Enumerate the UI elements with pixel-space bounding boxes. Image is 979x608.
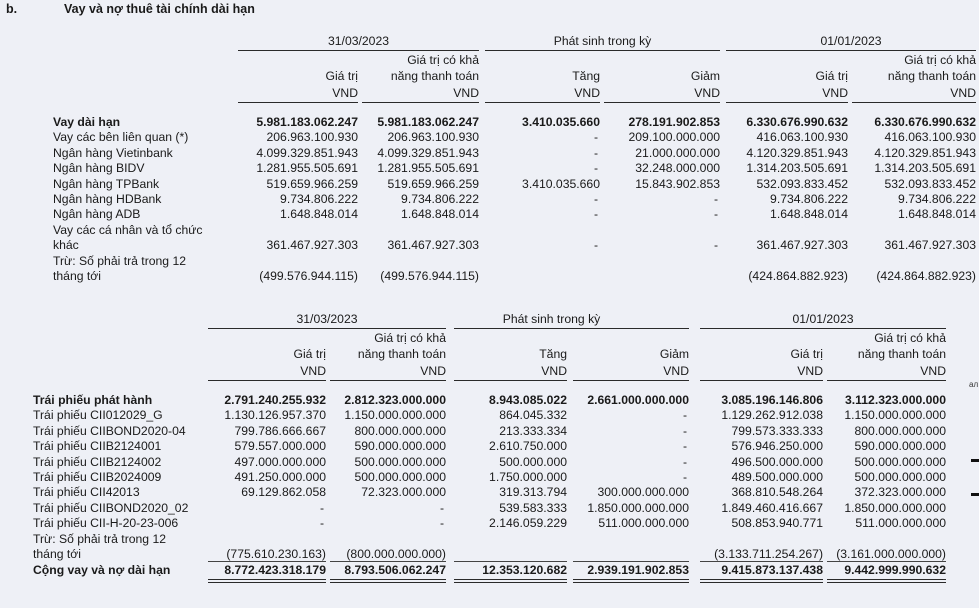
row-value: 319.313.794: [499, 485, 567, 500]
total-value: 12.353.120.682: [482, 563, 567, 578]
row-label: Trừ: Số phải trả trong 12: [33, 531, 167, 546]
row-value: (499.576.944.115): [380, 269, 479, 283]
row-value: 800.000.000.000: [354, 423, 446, 438]
row-value: 799.786.666.667: [234, 423, 326, 438]
row-value: 1.850.000.000.000: [844, 500, 946, 515]
column-header-unit: VND: [574, 86, 600, 100]
row-value: 2.661.000.000.000: [587, 393, 689, 407]
row-value: -: [682, 439, 687, 454]
row-label: Trái phiếu CIIB2124001: [33, 439, 162, 454]
row-value: 361.467.927.303: [884, 238, 976, 253]
column-header-unit: VND: [541, 364, 567, 378]
row-value: -: [319, 500, 324, 515]
row-value: 9.734.806.222: [401, 192, 479, 206]
row-value: 590.000.000.000: [854, 439, 946, 454]
row-value: 9.734.806.222: [898, 192, 976, 206]
scan-artifact-mark: [971, 459, 979, 462]
row-value: 799.573.333.333: [731, 423, 823, 438]
row-value: -: [439, 516, 444, 531]
column-header-label: năng thanh toán: [857, 347, 946, 361]
row-value: -: [593, 130, 598, 145]
row-value: 9.734.806.222: [770, 192, 848, 206]
row-value: 1.150.000.000.000: [844, 408, 946, 423]
total-label: Cộng vay và nợ dài hạn: [33, 563, 171, 578]
row-label: Trái phiếu CII42013: [33, 485, 140, 500]
header-rule: [852, 102, 976, 103]
total-double-rule: [827, 579, 946, 583]
header-rule: [485, 50, 720, 51]
row-value: 361.467.927.303: [266, 238, 358, 253]
row-value: 6.330.676.990.632: [746, 115, 848, 129]
subtotal-rule: [208, 561, 326, 562]
row-label: Trái phiếu CIIBOND2020-04: [33, 423, 186, 438]
row-label-continued: tháng tới: [53, 269, 101, 283]
row-value: (424.864.882.923): [876, 269, 976, 283]
header-rule: [208, 328, 446, 329]
row-value: 800.000.000.000: [854, 423, 946, 438]
row-value: 416.063.100.930: [884, 130, 976, 145]
column-header-unit: VND: [822, 86, 848, 100]
row-value: 1.281.955.505.691: [377, 161, 479, 176]
row-value: 8.943.085.022: [489, 393, 567, 407]
header-rule: [573, 380, 689, 381]
column-header-unit: VND: [950, 86, 976, 100]
row-value: 532.093.833.452: [884, 176, 976, 191]
header-rule: [726, 50, 976, 51]
column-header-unit: VND: [453, 86, 479, 100]
row-value: 361.467.927.303: [387, 238, 479, 253]
header-rule: [238, 102, 358, 103]
row-label: Trừ: Số phải trả trong 12: [53, 253, 187, 268]
header-rule: [208, 380, 326, 381]
row-value: 508.853.940.771: [731, 516, 823, 531]
row-value: -: [713, 238, 718, 253]
row-value: 72.323.000.000: [361, 485, 446, 500]
row-value: 1.129.262.912.038: [721, 408, 823, 423]
row-label: Ngân hàng ADB: [53, 207, 141, 222]
row-value: 864.045.332: [499, 408, 567, 423]
row-value: (800.000.000.000): [346, 547, 446, 561]
total-double-rule: [454, 579, 567, 583]
subtotal-rule: [827, 561, 946, 562]
row-value: 372.323.000.000: [854, 485, 946, 500]
row-value: 511.000.000.000: [598, 516, 689, 531]
row-value: 213.333.334: [499, 423, 567, 438]
column-header-line1: Giá trị có khả: [904, 53, 976, 67]
total-double-rule: [700, 579, 823, 583]
column-header-label: Giá trị: [790, 347, 823, 361]
row-value: 4.120.329.851.943: [746, 145, 848, 160]
row-value: -: [593, 145, 598, 160]
column-header-label: Giá trị: [325, 69, 358, 83]
row-value: 2.812.323.000.000: [344, 393, 446, 407]
row-value: 15.843.902.853: [635, 176, 720, 191]
row-value: 21.000.000.000: [635, 145, 720, 160]
row-value: -: [682, 470, 687, 484]
row-value: 2.791.240.255.932: [224, 393, 326, 407]
total-double-rule: [330, 579, 446, 583]
row-label: Ngân hàng Vietinbank: [53, 145, 173, 160]
row-value: -: [593, 238, 598, 253]
row-label: Ngân hàng BIDV: [53, 161, 145, 176]
row-value: 532.093.833.452: [756, 176, 848, 191]
row-value: 278.191.902.853: [628, 115, 720, 129]
total-value: 9.415.873.137.438: [721, 563, 823, 578]
row-value: 519.659.966.259: [266, 176, 358, 191]
total-value: 8.793.506.062.247: [344, 563, 446, 578]
subtotal-rule: [700, 561, 823, 562]
header-rule: [700, 328, 946, 329]
row-label: Trái phiếu CIIBOND2020_02: [33, 500, 189, 515]
row-value: 1.314.203.505.691: [874, 161, 976, 176]
row-value: (775.610.230.163): [226, 547, 326, 561]
row-value: (424.864.882.923): [748, 269, 848, 283]
column-group-header: Phát sinh trong kỳ: [553, 34, 652, 48]
row-value: 1.849.460.416.667: [721, 500, 823, 515]
row-value: 206.963.100.930: [266, 130, 358, 145]
scan-artifact-mark: [971, 493, 979, 496]
column-header-unit: VND: [797, 364, 823, 378]
subtotal-rule: [454, 561, 567, 562]
section-heading: [6, 2, 255, 16]
header-rule: [485, 102, 600, 103]
column-header-label: năng thanh toán: [887, 69, 976, 83]
row-value: 579.557.000.000: [234, 439, 326, 454]
row-value: 361.467.927.303: [756, 238, 848, 253]
row-value: 3.410.035.660: [522, 176, 600, 191]
row-label: Ngân hàng TPBank: [53, 176, 160, 191]
subtotal-rule: [330, 561, 446, 562]
row-value: 519.659.966.259: [387, 176, 479, 191]
row-value: 1.648.848.014: [898, 207, 976, 222]
row-value: 2.146.059.229: [489, 516, 567, 531]
column-group-header: 31/03/2023: [296, 312, 358, 326]
row-value: 3.112.323.000.000: [845, 393, 946, 407]
row-value: 1.648.848.014: [280, 207, 358, 222]
row-value: -: [682, 408, 687, 423]
row-value: 6.330.676.990.632: [874, 115, 976, 129]
column-header-label: Tăng: [539, 347, 567, 361]
column-group-header: 31/03/2023: [328, 34, 389, 48]
row-value: 1.850.000.000.000: [587, 500, 689, 515]
row-value: 4.120.329.851.943: [874, 145, 976, 160]
row-value: 496.500.000.000: [731, 454, 823, 469]
row-value: -: [713, 207, 718, 222]
row-value: 1.314.203.505.691: [746, 161, 848, 176]
row-value: 1.150.000.000.000: [344, 408, 446, 423]
row-label: Ngân hàng HDBank: [53, 192, 162, 206]
row-label: Trái phiếu CII-H-20-23-006: [33, 516, 179, 531]
row-value: 3.410.035.660: [522, 115, 600, 129]
row-value: -: [682, 423, 687, 438]
row-value: -: [319, 516, 324, 531]
row-value: -: [713, 192, 718, 206]
row-label-continued: khác: [53, 238, 79, 253]
row-value: 539.583.333: [499, 500, 567, 515]
row-value: 489.500.000.000: [731, 470, 823, 484]
row-value: 206.963.100.930: [387, 130, 479, 145]
column-group-header: 01/01/2023: [820, 34, 882, 48]
row-value: 511.000.000.000: [855, 516, 946, 531]
column-group-header: 01/01/2023: [792, 312, 854, 326]
row-value: 4.099.329.851.943: [377, 145, 479, 160]
row-value: 1.648.848.014: [401, 207, 479, 222]
column-header-line1: Giá trị có khả: [374, 331, 446, 345]
row-value: 368.810.548.264: [731, 485, 823, 500]
row-label: Trái phiếu CIIB2024009: [33, 470, 162, 484]
column-header-unit: VND: [420, 364, 446, 378]
section-title: Vay và nợ thuê tài chính dài hạn: [64, 2, 255, 16]
row-value: 32.248.000.000: [635, 161, 720, 176]
row-label: Vay các bên liên quan (*): [53, 130, 189, 145]
row-value: -: [593, 161, 598, 176]
header-rule: [604, 102, 720, 103]
header-rule: [700, 380, 823, 381]
total-double-rule: [208, 579, 326, 583]
row-label: Trái phiếu CII012029_G: [33, 408, 163, 423]
row-value: -: [439, 500, 444, 515]
column-header-unit: VND: [300, 364, 326, 378]
row-value: 1.130.126.957.370: [224, 408, 326, 423]
row-value: 500.000.000: [499, 454, 567, 469]
row-value: -: [593, 192, 598, 206]
column-header-line1: Giá trị có khả: [407, 53, 479, 67]
row-value: -: [682, 454, 687, 469]
row-value: 4.099.329.851.943: [256, 145, 358, 160]
row-value: (499.576.944.115): [259, 269, 358, 283]
column-header-label: năng thanh toán: [390, 69, 479, 83]
column-group-header: Phát sinh trong kỳ: [502, 312, 601, 326]
subtotal-rule: [573, 561, 689, 562]
row-value: (3.161.000.000.000): [836, 547, 946, 561]
row-value: 1.648.848.014: [770, 207, 848, 222]
total-value: 2.939.191.902.853: [587, 563, 689, 578]
total-value: 9.442.999.990.632: [844, 563, 946, 578]
row-value: 69.129.862.058: [241, 485, 326, 500]
row-value: 9.734.806.222: [280, 192, 358, 206]
row-value: 1.281.955.505.691: [256, 161, 358, 176]
row-value: 209.100.000.000: [628, 130, 720, 145]
row-value: 3.085.196.146.806: [721, 393, 823, 407]
row-value: 590.000.000.000: [354, 439, 446, 454]
header-rule: [454, 328, 689, 329]
column-header-unit: VND: [332, 86, 358, 100]
row-value: 500.000.000.000: [354, 470, 446, 484]
row-value: 5.981.183.062.247: [377, 115, 479, 129]
row-label: Trái phiếu phát hành: [33, 393, 153, 407]
row-value: 500.000.000.000: [354, 454, 446, 469]
row-value: 576.946.250.000: [731, 439, 823, 454]
scan-artifact: ал: [969, 380, 979, 389]
row-value: 497.000.000.000: [234, 454, 326, 469]
header-rule: [330, 380, 446, 381]
section-number: b.: [6, 2, 18, 16]
header-rule: [726, 102, 848, 103]
header-rule: [454, 380, 567, 381]
column-header-unit: VND: [920, 364, 946, 378]
row-value: -: [593, 207, 598, 222]
row-value: 2.610.750.000: [489, 439, 567, 454]
header-rule: [238, 50, 479, 51]
column-header-label: Giá trị: [815, 69, 848, 83]
row-label: Vay dài hạn: [53, 115, 121, 129]
row-value: 5.981.183.062.247: [256, 115, 358, 129]
row-value: 300.000.000.000: [597, 485, 689, 500]
column-header-label: năng thanh toán: [357, 347, 446, 361]
column-header-label: Tăng: [572, 69, 600, 83]
row-value: 416.063.100.930: [756, 130, 848, 145]
row-label: Trái phiếu CIIB2124002: [33, 454, 162, 469]
column-header-label: Giảm: [690, 69, 720, 83]
header-rule: [827, 380, 946, 381]
row-value: 500.000.000.000: [854, 470, 946, 484]
column-header-unit: VND: [663, 364, 689, 378]
column-header-unit: VND: [694, 86, 720, 100]
total-value: 8.772.423.318.179: [224, 563, 326, 578]
row-value: (3.133.711.254.267): [714, 547, 823, 561]
total-double-rule: [573, 579, 689, 583]
row-label-continued: tháng tới: [33, 547, 81, 561]
column-header-label: Giá trị: [293, 347, 326, 361]
column-header-label: Giảm: [659, 347, 689, 361]
row-label: Vay các cá nhân và tổ chức: [53, 222, 203, 237]
row-value: 500.000.000.000: [854, 454, 946, 469]
row-value: 491.250.000.000: [234, 470, 326, 484]
row-value: 1.750.000.000: [489, 470, 567, 484]
header-rule: [362, 102, 479, 103]
column-header-line1: Giá trị có khả: [874, 331, 946, 345]
